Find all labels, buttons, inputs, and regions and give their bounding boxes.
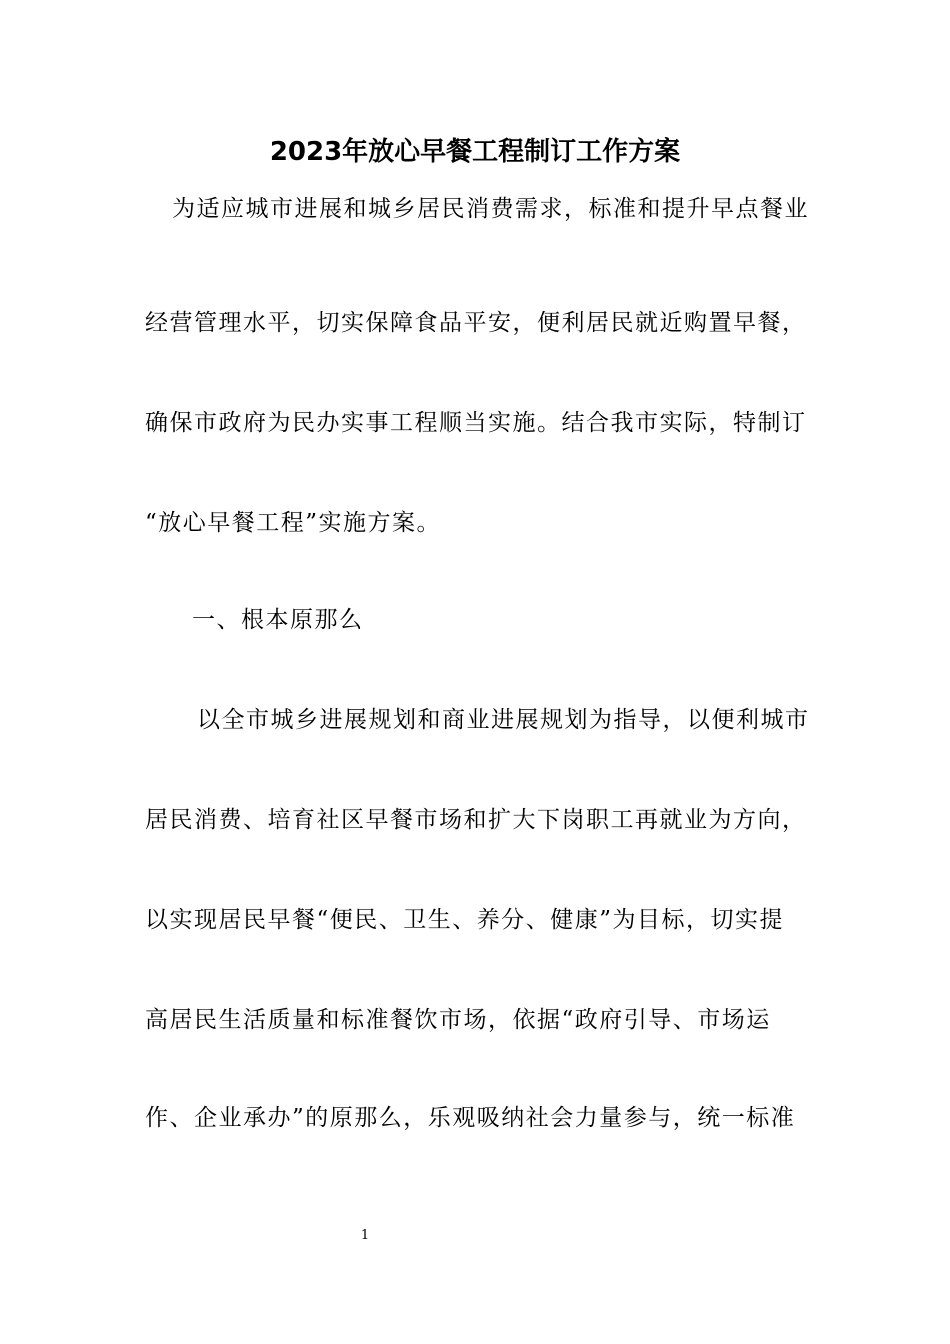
paragraph-line-10: 作、企业承办”的原那么，乐观吸纳社会力量参与，统一标准 [145,1105,796,1131]
paragraph-line-1: 为适应城市进展和城乡居民消费需求，标准和提升早点餐业 [172,196,809,222]
paragraph-line-3: 确保市政府为民办实事工程顺当实施。结合我市实际，特制订 [145,410,807,436]
paragraph-line-7: 居民消费、培育社区早餐市场和扩大下岗职工再就业为方向， [145,807,807,833]
page-number: 1 [360,1228,370,1243]
paragraph-line-2: 经营管理水平，切实保障食品平安，便利居民就近购置早餐， [145,310,807,336]
paragraph-line-8: 以实现居民早餐“便民、卫生、养分、健康”为目标，切实提 [145,907,785,933]
paragraph-line-6: 以全市城乡进展规划和商业进展规划为指导，以便利城市 [197,707,810,733]
document-title: 2023年放心早餐工程制订工作方案 [269,137,681,167]
paragraph-line-9: 高居民生活质量和标准餐饮市场，依据“政府引导、市场运 [145,1007,771,1033]
paragraph-line-4: “放心早餐工程”实施方案。 [145,510,442,536]
section-heading: 一、根本原那么 [192,607,364,633]
